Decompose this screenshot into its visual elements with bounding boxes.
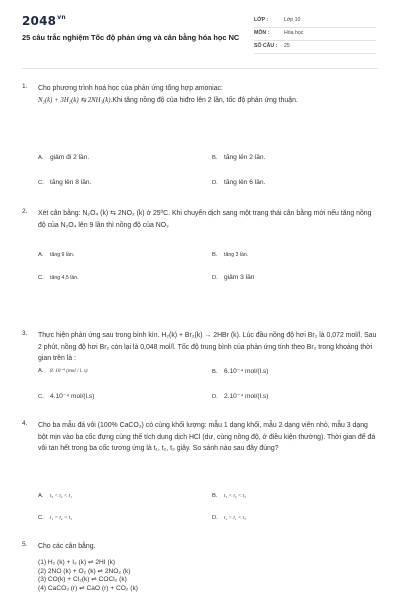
option-letter: B. bbox=[212, 369, 218, 375]
page-title: 25 câu trắc nghiệm Tốc độ phản ứng và cân bằng hóa học NC bbox=[22, 33, 240, 42]
question-text: Thực hiện phản ứng sau trong bình kín. H₂(k) + Br₂(k) → 2HBr (k). Lúc đầu nồng độ hơi Br₂ là 0,072 mol/l. Sau 2 phút, nồng độ hơi Br₂ còn lại là 0,048 mol/l. Tốc độ trung bình của phản ứng tính theo Br₂ trong khoảng thời gian trên là : bbox=[38, 332, 377, 363]
question-text: Xét cân bằng: N₂O₄ (k) ⇆ 2NO₂ (k) ở 25ºC. Khi chuyển dịch sang một trạng thái cân bằng mới nếu tăng nồng độ của N₂O₄ lên 9 lần thì nồng độ của NO₂ bbox=[38, 210, 372, 229]
meta-lop bbox=[254, 17, 376, 28]
meta-mon-value: Hóa học bbox=[284, 30, 304, 36]
option-letter: C. bbox=[38, 180, 44, 186]
question-number: 2. bbox=[22, 208, 28, 215]
option-text: tăng lên 2 lần. bbox=[224, 154, 266, 161]
option-text: t₁ < t₂ < t₃ bbox=[224, 493, 246, 499]
option-text: tăng lên 6 lần. bbox=[224, 179, 266, 186]
logo-suffix: vn bbox=[57, 14, 66, 21]
option-b[interactable] bbox=[212, 492, 246, 499]
meta-lop-value: Lớp 10 bbox=[284, 17, 301, 23]
equilibrium-item: (1) H₂ (k) + I₂ (k) ⇌ 2HI (k) bbox=[38, 559, 116, 566]
option-letter: B. bbox=[212, 252, 218, 258]
option-text: giảm 3 lần bbox=[224, 274, 255, 281]
option-letter: C. bbox=[38, 515, 44, 521]
option-letter: D. bbox=[212, 394, 218, 400]
option-letter: D. bbox=[212, 180, 218, 186]
option-c[interactable] bbox=[38, 274, 79, 281]
option-c[interactable] bbox=[38, 392, 94, 400]
question-line: .Khi tăng nồng độ của hiđro lên 2 lần, tốc độ phản ứng thuận. bbox=[110, 96, 298, 104]
option-text: 8. 10⁻⁴ (mol / l. s) bbox=[50, 368, 88, 374]
option-a[interactable] bbox=[38, 367, 88, 374]
option-b[interactable] bbox=[212, 367, 268, 375]
option-text: tăng 9 lần. bbox=[50, 252, 75, 258]
question-text: Cho các cân bằng. bbox=[38, 543, 96, 550]
option-letter: A. bbox=[38, 252, 44, 258]
option-text: giảm đi 2 lần. bbox=[50, 154, 90, 161]
equilibrium-list bbox=[38, 559, 138, 593]
meta-socau-label: SỐ CÂU : bbox=[254, 43, 278, 49]
option-b[interactable] bbox=[212, 251, 248, 258]
option-text: tăng lên 8 lần. bbox=[50, 179, 92, 186]
equilibrium-item: (4) CaCO₃ (r) ⇌ CaO (r) + CO₂ (k) bbox=[38, 584, 138, 592]
option-b[interactable] bbox=[212, 154, 265, 161]
logo-text: 2048 bbox=[22, 14, 57, 28]
question-number: 4. bbox=[22, 420, 28, 427]
option-text: tăng 3 lần. bbox=[224, 252, 249, 258]
option-d[interactable] bbox=[212, 514, 246, 521]
meta-socau bbox=[254, 43, 376, 54]
option-text: 4.10⁻⁴ mol/(l.s) bbox=[50, 393, 95, 400]
equilibrium-item: (3) CO(k) + Cl₂(k) ⇌ COCl₂ (k) bbox=[38, 576, 127, 583]
meta-lop-label: LỚP : bbox=[254, 17, 269, 23]
meta-mon bbox=[254, 30, 376, 41]
option-text: tăng 4,5 lần. bbox=[50, 275, 79, 281]
question-number: 3. bbox=[22, 330, 28, 337]
meta-socau-value: 25 bbox=[284, 43, 290, 49]
option-text: t₁ = t₂ = t₃ bbox=[50, 515, 72, 521]
option-a[interactable] bbox=[38, 251, 74, 258]
header-divider bbox=[22, 68, 378, 69]
option-c[interactable] bbox=[38, 179, 91, 186]
option-letter: B. bbox=[212, 493, 218, 499]
option-letter: B. bbox=[212, 155, 218, 161]
question-equation: N₂(k) + 3H₂(k) ⇆ 2NH₃(k) bbox=[38, 96, 111, 104]
option-d[interactable] bbox=[212, 274, 254, 281]
option-letter: A. bbox=[38, 493, 44, 499]
option-text: 6.10⁻⁴ mol/(l.s) bbox=[224, 368, 269, 375]
option-letter: C. bbox=[38, 275, 44, 281]
option-letter: D. bbox=[212, 275, 218, 281]
question-text: Cho ba mẫu đá vôi (100% CaCO₃) có cùng khối lượng: mẫu 1 dạng khối, mẫu 2 dạng viên nhỏ, mẫu 3 dạng bột mịn vào ba cốc đựng cùng thể tích dung dịch HCl (dư, cùng nồng độ, ở điều kiện thường). Thời gian để đá vôi tan hết trong ba cốc tương ứng là t₁, t₂, t₃ giây. So sánh nào sau đây đúng? bbox=[38, 422, 376, 453]
option-a[interactable] bbox=[38, 154, 89, 161]
question-number: 1. bbox=[22, 83, 28, 90]
option-letter: C. bbox=[38, 394, 44, 400]
question-text bbox=[38, 83, 378, 106]
option-text: t₃ < t₂ < t₁ bbox=[50, 493, 72, 499]
option-letter: A. bbox=[38, 368, 44, 374]
option-c[interactable] bbox=[38, 514, 72, 521]
equilibrium-item: (2) 2NO (k) + O₂ (k) ⇌ 2NO₂ (k) bbox=[38, 567, 131, 575]
option-letter: A. bbox=[38, 155, 44, 161]
question-number: 5. bbox=[22, 541, 28, 548]
option-text: 2.10⁻⁴ mol/(l.s) bbox=[224, 393, 269, 400]
option-d[interactable] bbox=[212, 179, 265, 186]
option-letter: D. bbox=[212, 515, 218, 521]
option-text: t₂ < t₁ < t₃ bbox=[224, 515, 246, 521]
question-line: Cho phương trình hoá học của phản ứng tổng hợp amoniac: bbox=[38, 85, 223, 92]
option-a[interactable] bbox=[38, 492, 72, 499]
option-d[interactable] bbox=[212, 392, 268, 400]
site-logo[interactable] bbox=[22, 14, 66, 28]
meta-mon-label: MÔN : bbox=[254, 30, 270, 36]
